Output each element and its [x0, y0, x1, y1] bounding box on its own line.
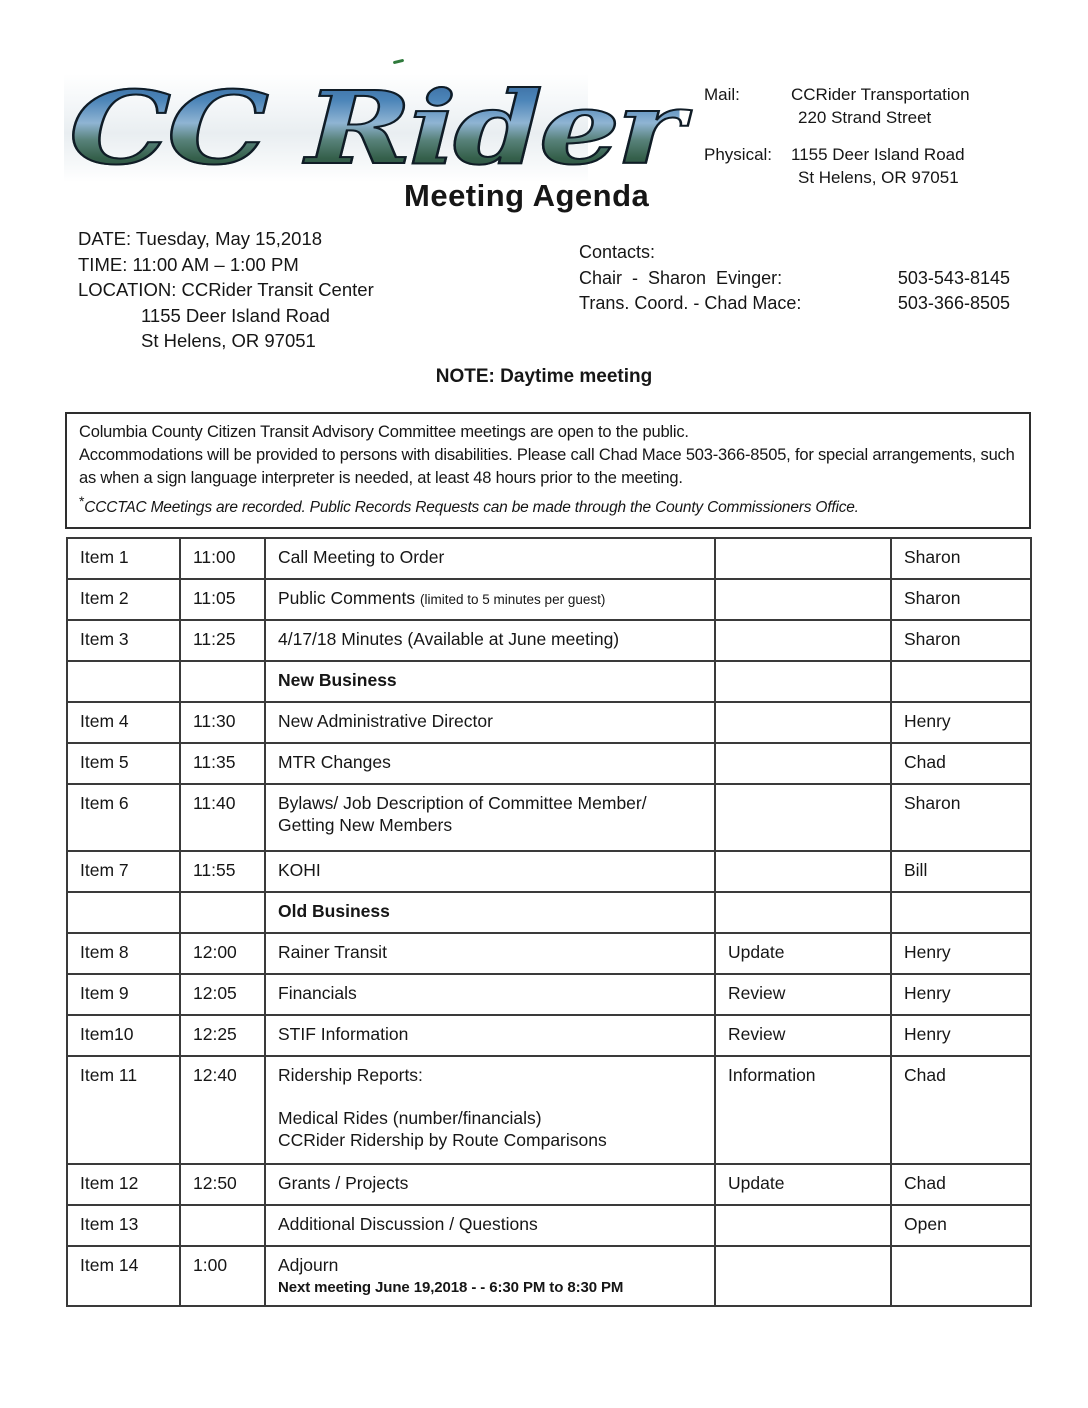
- table-row: [67, 1164, 1031, 1205]
- section-heading-cell: Old Business: [265, 892, 715, 933]
- page-title: Meeting Agenda: [404, 178, 650, 213]
- table-row: [67, 933, 1031, 974]
- agenda-type-cell: Information: [715, 1056, 891, 1164]
- table-row: [67, 579, 1031, 620]
- section-heading-cell: New Business: [265, 661, 715, 702]
- agenda-item-cell: [67, 892, 180, 933]
- agenda-item-cell: Item 2: [67, 579, 180, 620]
- contact-row-coordinator: [579, 291, 1010, 317]
- agenda-desc-cell: [265, 1246, 715, 1306]
- agenda-person-cell: Henry: [891, 933, 1031, 974]
- table-row: [67, 1015, 1031, 1056]
- meeting-location: LOCATION: CCRider Transit Center: [78, 279, 374, 300]
- agenda-person-cell: [891, 661, 1031, 702]
- agenda-type-cell: [715, 1205, 891, 1246]
- physical-address-line1: 1155 Deer Island Road: [791, 145, 965, 164]
- table-row: [67, 851, 1031, 892]
- table-row: [67, 1205, 1031, 1246]
- agenda-type-cell: [715, 702, 891, 743]
- agenda-item-cell: Item 1: [67, 538, 180, 579]
- contacts-heading: Contacts:: [579, 242, 656, 262]
- agenda-time-cell: 12:05: [180, 974, 265, 1015]
- scan-artifact-mark: [393, 59, 404, 65]
- coordinator-contact-name: Trans. Coord. - Chad Mace:: [579, 293, 802, 313]
- agenda-desc-cell: Grants / Projects: [265, 1164, 715, 1205]
- agenda-desc-cell: Financials: [265, 974, 715, 1015]
- contacts-block: [579, 240, 1010, 317]
- agenda-type-cell: [715, 743, 891, 784]
- agenda-person-cell: Henry: [891, 974, 1031, 1015]
- next-meeting-note: Next meeting June 19,2018 - - 6:30 PM to 8:30 PM: [278, 1279, 624, 1296]
- agenda-desc-cell: [265, 1056, 715, 1164]
- agenda-person-cell: Open: [891, 1205, 1031, 1246]
- agenda-person-cell: Henry: [891, 1015, 1031, 1056]
- desc-sub-lines: [278, 1107, 706, 1151]
- physical-address-line2: St Helens, OR 97051: [798, 168, 959, 187]
- agenda-item-cell: Item 8: [67, 933, 180, 974]
- agenda-desc-cell: Rainer Transit: [265, 933, 715, 974]
- agenda-desc-cell: Additional Discussion / Questions: [265, 1205, 715, 1246]
- agenda-person-cell: Chad: [891, 1164, 1031, 1205]
- agenda-desc-cell: [265, 579, 715, 620]
- table-row: [67, 1056, 1031, 1164]
- agenda-person-cell: Sharon: [891, 784, 1031, 851]
- table-row: [67, 702, 1031, 743]
- agenda-time-cell: 12:00: [180, 933, 265, 974]
- physical-address-row: [704, 143, 970, 189]
- desc-main: Adjourn: [278, 1255, 339, 1275]
- agenda-type-cell: [715, 851, 891, 892]
- agenda-table: [66, 537, 1032, 1307]
- agenda-time-cell: 11:00: [180, 538, 265, 579]
- notice-line2: Accommodations will be provided to persons with disabilities. Please call Chad Mace 503-366-8505, for special arrangements, such as when a sign language interpreter is needed, at least 48 hours prior to the meeting.: [79, 446, 1015, 487]
- chair-contact-phone: 503-543-8145: [897, 267, 1010, 288]
- agenda-type-cell: Review: [715, 974, 891, 1015]
- meeting-location-addr1: 1155 Deer Island Road: [141, 304, 330, 326]
- notice-line1: Columbia County Citizen Transit Advisory Committee meetings are open to the public.: [79, 423, 689, 441]
- agenda-type-cell: Update: [715, 933, 891, 974]
- agenda-item-cell: Item 7: [67, 851, 180, 892]
- agenda-time-cell: [180, 892, 265, 933]
- notice-recorded-line: [79, 490, 1017, 519]
- mail-address-line2: 220 Strand Street: [798, 108, 932, 127]
- cc-rider-logo: [64, 69, 681, 187]
- cc-rider-logo-text: CC Rider: [64, 78, 680, 178]
- agenda-type-cell: [715, 579, 891, 620]
- agenda-time-cell: [180, 1205, 265, 1246]
- desc-line3: CCRider Ridership by Route Comparisons: [278, 1130, 607, 1150]
- agenda-person-cell: [891, 1246, 1031, 1306]
- agenda-item-cell: Item 11: [67, 1056, 180, 1164]
- agenda-time-cell: 11:55: [180, 851, 265, 892]
- agenda-person-cell: Chad: [891, 743, 1031, 784]
- meeting-info: [78, 226, 374, 354]
- agenda-item-cell: Item 14: [67, 1246, 180, 1306]
- agenda-person-cell: Chad: [891, 1056, 1031, 1164]
- mail-address: [791, 83, 970, 129]
- agenda-item-cell: [67, 661, 180, 702]
- daytime-meeting-note: NOTE: Daytime meeting: [435, 366, 653, 387]
- agenda-type-cell: [715, 661, 891, 702]
- agenda-person-cell: [891, 892, 1031, 933]
- agenda-item-cell: Item 12: [67, 1164, 180, 1205]
- agenda-type-cell: [715, 620, 891, 661]
- recorded-note-text: CCCTAC Meetings are recorded. Public Records Requests can be made through the County Commissioners Office.: [84, 499, 859, 517]
- agenda-type-cell: [715, 784, 891, 851]
- physical-address: [791, 143, 965, 189]
- agenda-item-cell: Item 5: [67, 743, 180, 784]
- agenda-desc-cell: New Administrative Director: [265, 702, 715, 743]
- chair-contact-name: Chair - Sharon Evinger:: [579, 267, 783, 288]
- desc-line2: Medical Rides (number/financials): [278, 1108, 542, 1128]
- agenda-person-cell: Sharon: [891, 538, 1031, 579]
- table-row-section: [67, 892, 1031, 933]
- agenda-item-cell: Item 4: [67, 702, 180, 743]
- agenda-item-cell: Item 3: [67, 620, 180, 661]
- agenda-person-cell: Sharon: [891, 620, 1031, 661]
- agenda-type-cell: [715, 892, 891, 933]
- table-row: [67, 743, 1031, 784]
- agenda-item-cell: Item10: [67, 1015, 180, 1056]
- agenda-type-cell: Update: [715, 1164, 891, 1205]
- agenda-time-cell: 12:50: [180, 1164, 265, 1205]
- agenda-time-cell: 11:05: [180, 579, 265, 620]
- agenda-time-cell: 11:25: [180, 620, 265, 661]
- table-row: [67, 974, 1031, 1015]
- agenda-item-cell: Item 9: [67, 974, 180, 1015]
- agenda-time-cell: [180, 661, 265, 702]
- agenda-time-cell: 1:00: [180, 1246, 265, 1306]
- asterisk-mark: *: [79, 493, 85, 509]
- agenda-desc-cell: MTR Changes: [265, 743, 715, 784]
- agenda-desc-cell: Bylaws/ Job Description of Committee Member/ Getting New Members: [265, 784, 715, 851]
- agenda-type-cell: [715, 1246, 891, 1306]
- mail-address-row: [704, 83, 970, 129]
- agenda-desc-cell: STIF Information: [265, 1015, 715, 1056]
- agenda-time-cell: 11:40: [180, 784, 265, 851]
- agenda-item-cell: Item 6: [67, 784, 180, 851]
- coordinator-contact-phone: 503-366-8505: [897, 293, 1010, 313]
- table-row-section: [67, 661, 1031, 702]
- agenda-item-cell: Item 13: [67, 1205, 180, 1246]
- meeting-time: TIME: 11:00 AM – 1:00 PM: [78, 253, 299, 275]
- agenda-desc-cell: KOHI: [265, 851, 715, 892]
- agenda-person-cell: Bill: [891, 851, 1031, 892]
- table-row: [67, 620, 1031, 661]
- table-row: [67, 1246, 1031, 1306]
- header-addresses: [704, 83, 970, 189]
- agenda-time-cell: 12:40: [180, 1056, 265, 1164]
- desc-main: Public Comments: [278, 588, 416, 608]
- desc-small-note: (limited to 5 minutes per guest): [420, 592, 606, 607]
- agenda-person-cell: Sharon: [891, 579, 1031, 620]
- agenda-time-cell: 11:30: [180, 702, 265, 743]
- agenda-time-cell: 11:35: [180, 743, 265, 784]
- contact-row-chair: [579, 266, 1010, 292]
- agenda-type-cell: [715, 538, 891, 579]
- agenda-person-cell: Henry: [891, 702, 1031, 743]
- meeting-location-addr2: St Helens, OR 97051: [141, 330, 316, 351]
- mail-address-line1: CCRider Transportation: [791, 85, 970, 104]
- physical-label: Physical:: [704, 145, 773, 164]
- agenda-desc-cell: Call Meeting to Order: [265, 538, 715, 579]
- mail-label: Mail:: [704, 85, 740, 104]
- agenda-type-cell: Review: [715, 1015, 891, 1056]
- desc-main: Ridership Reports:: [278, 1065, 423, 1085]
- meeting-date: DATE: Tuesday, May 15,2018: [78, 228, 323, 249]
- agenda-desc-cell: 4/17/18 Minutes (Available at June meeting): [265, 620, 715, 661]
- table-row: [67, 784, 1031, 851]
- table-row: [67, 538, 1031, 579]
- agenda-time-cell: 12:25: [180, 1015, 265, 1056]
- public-notice-box: [65, 412, 1031, 529]
